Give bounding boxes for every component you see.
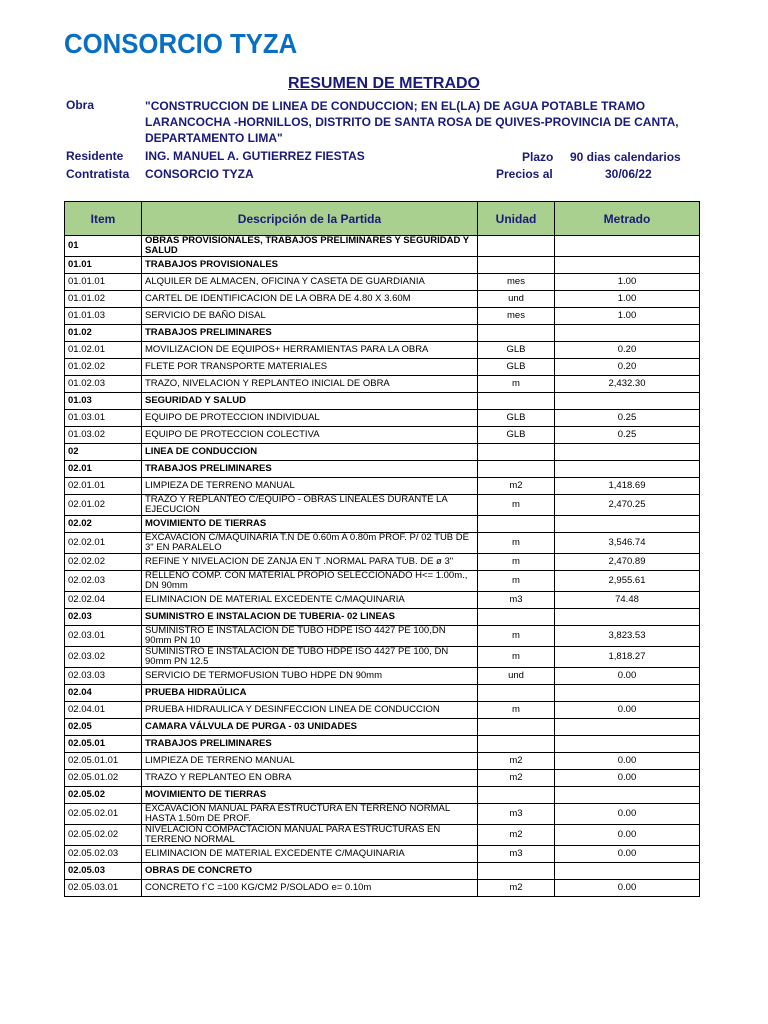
table-row	[65, 609, 700, 626]
table-row	[65, 825, 700, 846]
unit-cell	[478, 393, 555, 410]
table-row	[65, 736, 700, 753]
metrado-cell	[555, 393, 700, 410]
unit-cell: m	[478, 571, 555, 592]
description-cell: LIMPIEZA DE TERRENO MANUAL	[142, 478, 478, 495]
table-row	[65, 325, 700, 342]
item-cell: 02.03.01	[65, 626, 142, 647]
metrado-cell: 1.00	[555, 291, 700, 308]
item-cell: 02.05.03	[65, 863, 142, 880]
metrado-cell: 0.00	[555, 846, 700, 863]
column-header-unidad: Unidad	[478, 202, 555, 236]
description-cell: SUMINISTRO E INSTALACION DE TUBERIA- 02 LINEAS	[142, 609, 478, 626]
precios-value: 30/06/22	[605, 167, 652, 181]
metrado-cell	[555, 719, 700, 736]
item-cell: 02.05	[65, 719, 142, 736]
metrado-cell: 0.00	[555, 825, 700, 846]
unit-cell	[478, 461, 555, 478]
item-cell: 01.01.03	[65, 308, 142, 325]
metrado-cell: 1.00	[555, 308, 700, 325]
item-cell: 01	[65, 236, 142, 257]
description-cell: SUMINISTRO E INSTALACION DE TUBO HDPE ISO 4427 PE 100,DN 90mm PN 10	[142, 626, 478, 647]
table-row	[65, 554, 700, 571]
column-header-descripcion: Descripción de la Partida	[142, 202, 478, 236]
unit-cell: und	[478, 291, 555, 308]
description-cell: LIMPIEZA DE TERRENO MANUAL	[142, 753, 478, 770]
description-cell: EXCAVACION MANUAL PARA ESTRUCTURA EN TERRENO NORMAL HASTA 1.50m DE PROF.	[142, 804, 478, 825]
table-row	[65, 427, 700, 444]
metrado-cell	[555, 685, 700, 702]
table-row	[65, 787, 700, 804]
unit-cell: m3	[478, 846, 555, 863]
unit-cell: m	[478, 702, 555, 719]
description-cell: TRAZO Y REPLANTEO EN OBRA	[142, 770, 478, 787]
item-cell: 02.05.02.03	[65, 846, 142, 863]
item-cell: 02.05.01.02	[65, 770, 142, 787]
description-cell: PRUEBA HIDRAÚLICA	[142, 685, 478, 702]
item-cell: 01.01	[65, 257, 142, 274]
unit-cell: m	[478, 626, 555, 647]
item-cell: 01.03.01	[65, 410, 142, 427]
metrado-cell: 0.00	[555, 770, 700, 787]
plazo-value: 90 dias calendarios	[570, 150, 681, 164]
item-cell: 01.02.03	[65, 376, 142, 393]
description-cell: TRABAJOS PRELIMINARES	[142, 325, 478, 342]
item-cell: 02.05.03.01	[65, 880, 142, 897]
table-row	[65, 393, 700, 410]
table-row	[65, 647, 700, 668]
description-cell: OBRAS PROVISIONALES, TRABAJOS PRELIMINARES Y SEGURIDAD Y SALUD	[142, 236, 478, 257]
metrado-cell	[555, 444, 700, 461]
description-cell: TRAZO, NIVELACION Y REPLANTEO INICIAL DE OBRA	[142, 376, 478, 393]
unit-cell: m	[478, 376, 555, 393]
unit-cell: m	[478, 495, 555, 516]
table-row	[65, 804, 700, 825]
description-cell: SUMINISTRO E INSTALACION DE TUBO HDPE ISO 4427 PE 100, DN 90mm PN 12.5	[142, 647, 478, 668]
unit-cell: mes	[478, 274, 555, 291]
table-row	[65, 533, 700, 554]
unit-cell	[478, 325, 555, 342]
item-cell: 02.01	[65, 461, 142, 478]
unit-cell: und	[478, 668, 555, 685]
obra-value: "CONSTRUCCION DE LINEA DE CONDUCCION; EN EL(LA) DE AGUA POTABLE TRAMO LARANCOCHA -HORNILLOS, DISTRITO DE SANTA ROSA DE QUIVES-PROVINCIA DE CANTA, DEPARTAMENTO LIMA"	[145, 99, 679, 145]
item-cell: 01.02.01	[65, 342, 142, 359]
item-cell: 02.04.01	[65, 702, 142, 719]
unit-cell	[478, 609, 555, 626]
metrado-cell	[555, 736, 700, 753]
item-cell: 02	[65, 444, 142, 461]
table-row	[65, 274, 700, 291]
contratista-label: Contratista	[66, 167, 130, 181]
obra-label: Obra	[66, 98, 95, 112]
table-row	[65, 516, 700, 533]
unit-cell: m3	[478, 592, 555, 609]
metrado-cell: 2,470.25	[555, 495, 700, 516]
metrado-cell: 3,546.74	[555, 533, 700, 554]
metrado-cell: 0.20	[555, 342, 700, 359]
table-row	[65, 257, 700, 274]
metrado-cell: 2,432.30	[555, 376, 700, 393]
item-cell: 02.02	[65, 516, 142, 533]
company-name: CONSORCIO TYZA	[64, 28, 298, 59]
residente-label: Residente	[66, 149, 124, 163]
metrado-cell: 0.00	[555, 880, 700, 897]
table-row	[65, 685, 700, 702]
description-cell: LINEA DE CONDUCCION	[142, 444, 478, 461]
description-cell: EXCAVACION C/MAQUINARIA T.N DE 0.60m A 0.80m PROF. P/ 02 TUB DE 3" EN PARALELO	[142, 533, 478, 554]
column-header-item: Item	[65, 202, 142, 236]
description-cell: ELIMINACION DE MATERIAL EXCEDENTE C/MAQUINARIA	[142, 592, 478, 609]
item-cell: 01.02.02	[65, 359, 142, 376]
description-cell: ALQUILER DE ALMACEN, OFICINA Y CASETA DE GUARDIANIA	[142, 274, 478, 291]
table-row	[65, 308, 700, 325]
table-row	[65, 702, 700, 719]
item-cell: 02.03.02	[65, 647, 142, 668]
table-row	[65, 359, 700, 376]
item-cell: 02.03	[65, 609, 142, 626]
table-row	[65, 571, 700, 592]
unit-cell: m2	[478, 825, 555, 846]
table-row	[65, 719, 700, 736]
unit-cell: m3	[478, 804, 555, 825]
description-cell: SEGURIDAD Y SALUD	[142, 393, 478, 410]
metrado-cell: 0.20	[555, 359, 700, 376]
table-row	[65, 461, 700, 478]
unit-cell: m2	[478, 753, 555, 770]
metrado-cell	[555, 863, 700, 880]
unit-cell: m2	[478, 880, 555, 897]
unit-cell: GLB	[478, 427, 555, 444]
item-cell: 02.02.04	[65, 592, 142, 609]
precios-label: Precios al	[496, 167, 553, 181]
table-row	[65, 592, 700, 609]
description-cell: EQUIPO DE PROTECCION COLECTIVA	[142, 427, 478, 444]
description-cell: SERVICIO DE BAÑO DISAL	[142, 308, 478, 325]
table-row	[65, 478, 700, 495]
table-row	[65, 444, 700, 461]
table-row	[65, 236, 700, 257]
metrado-cell	[555, 516, 700, 533]
table-row	[65, 410, 700, 427]
item-cell: 01.03	[65, 393, 142, 410]
description-cell: TRABAJOS PROVISIONALES	[142, 257, 478, 274]
metrado-cell	[555, 609, 700, 626]
report-title: RESUMEN DE METRADO	[287, 75, 480, 92]
unit-cell	[478, 236, 555, 257]
description-cell: CONCRETO f`C =100 KG/CM2 P/SOLADO e= 0.10m	[142, 880, 478, 897]
table-row	[65, 880, 700, 897]
description-cell: TRABAJOS PRELIMINARES	[142, 461, 478, 478]
table-row	[65, 376, 700, 393]
metrado-cell: 1,818.27	[555, 647, 700, 668]
table-row	[65, 626, 700, 647]
description-cell: TRABAJOS PRELIMINARES	[142, 736, 478, 753]
description-cell: FLETE POR TRANSPORTE MATERIALES	[142, 359, 478, 376]
item-cell: 02.01.01	[65, 478, 142, 495]
unit-cell: GLB	[478, 359, 555, 376]
metrado-cell: 0.00	[555, 702, 700, 719]
contratista-value: CONSORCIO TYZA	[145, 167, 254, 181]
table-row	[65, 753, 700, 770]
item-cell: 01.02	[65, 325, 142, 342]
description-cell: CAMARA VÁLVULA DE PURGA - 03 UNIDADES	[142, 719, 478, 736]
description-cell: ELIMINACION DE MATERIAL EXCEDENTE C/MAQUINARIA	[142, 846, 478, 863]
metrado-cell: 74.48	[555, 592, 700, 609]
metrado-cell	[555, 236, 700, 257]
metrado-cell: 3,823.53	[555, 626, 700, 647]
table-header-row	[65, 202, 700, 236]
table-row	[65, 770, 700, 787]
unit-cell: m	[478, 554, 555, 571]
metrado-cell: 2,470.89	[555, 554, 700, 571]
unit-cell: GLB	[478, 342, 555, 359]
unit-cell: mes	[478, 308, 555, 325]
unit-cell: m2	[478, 478, 555, 495]
description-cell: MOVIMIENTO DE TIERRAS	[142, 516, 478, 533]
unit-cell: GLB	[478, 410, 555, 427]
item-cell: 01.03.02	[65, 427, 142, 444]
metrado-cell: 1,418.69	[555, 478, 700, 495]
metrado-cell: 0.25	[555, 427, 700, 444]
description-cell: SERVICIO DE TERMOFUSION TUBO HDPE DN 90mm	[142, 668, 478, 685]
item-cell: 02.05.02.02	[65, 825, 142, 846]
description-cell: NIVELACION COMPACTACION MANUAL PARA ESTRUCTURAS EN TERRENO NORMAL	[142, 825, 478, 846]
metrado-cell: 2,955.61	[555, 571, 700, 592]
description-cell: OBRAS DE CONCRETO	[142, 863, 478, 880]
unit-cell	[478, 736, 555, 753]
description-cell: REFINE Y NIVELACION DE ZANJA EN T .NORMAL PARA TUB. DE ø 3"	[142, 554, 478, 571]
metrado-cell: 1.00	[555, 274, 700, 291]
item-cell: 02.05.01	[65, 736, 142, 753]
unit-cell	[478, 444, 555, 461]
metrado-cell: 0.00	[555, 804, 700, 825]
metrado-cell: 0.25	[555, 410, 700, 427]
plazo-label: Plazo	[522, 150, 554, 164]
description-cell: RELLENO COMP. CON MATERIAL PROPIO SELECCIONADO H<= 1.00m., DN 90mm	[142, 571, 478, 592]
metrado-table	[64, 201, 700, 897]
metrado-cell	[555, 257, 700, 274]
metrado-cell: 0.00	[555, 668, 700, 685]
unit-cell	[478, 863, 555, 880]
table-row	[65, 342, 700, 359]
metrado-cell: 0.00	[555, 753, 700, 770]
item-cell: 01.01.02	[65, 291, 142, 308]
unit-cell	[478, 516, 555, 533]
item-cell: 02.02.01	[65, 533, 142, 554]
table-row	[65, 863, 700, 880]
column-header-metrado: Metrado	[555, 202, 700, 236]
item-cell: 02.03.03	[65, 668, 142, 685]
item-cell: 02.02.02	[65, 554, 142, 571]
item-cell: 02.05.02	[65, 787, 142, 804]
item-cell: 02.02.03	[65, 571, 142, 592]
unit-cell	[478, 719, 555, 736]
item-cell: 02.05.01.01	[65, 753, 142, 770]
description-cell: MOVIMIENTO DE TIERRAS	[142, 787, 478, 804]
description-cell: MOVILIZACION DE EQUIPOS+ HERRAMIENTAS PARA LA OBRA	[142, 342, 478, 359]
item-cell: 02.05.02.01	[65, 804, 142, 825]
table-row	[65, 495, 700, 516]
description-cell: PRUEBA HIDRAULICA Y DESINFECCION LINEA DE CONDUCCION	[142, 702, 478, 719]
item-cell: 02.04	[65, 685, 142, 702]
metrado-cell	[555, 461, 700, 478]
item-cell: 02.01.02	[65, 495, 142, 516]
metrado-cell	[555, 787, 700, 804]
unit-cell	[478, 257, 555, 274]
item-cell: 01.01.01	[65, 274, 142, 291]
unit-cell: m	[478, 647, 555, 668]
table-row	[65, 846, 700, 863]
description-cell: TRAZO Y REPLANTEO C/EQUIPO - OBRAS LINEALES DURANTE LA EJECUCION	[142, 495, 478, 516]
unit-cell: m	[478, 533, 555, 554]
description-cell: EQUIPO DE PROTECCION INDIVIDUAL	[142, 410, 478, 427]
metrado-cell	[555, 325, 700, 342]
unit-cell: m2	[478, 770, 555, 787]
description-cell: CARTEL DE IDENTIFICACION DE LA OBRA DE 4.80 X 3.60M	[142, 291, 478, 308]
table-row	[65, 668, 700, 685]
residente-value: ING. MANUEL A. GUTIERREZ FIESTAS	[145, 149, 365, 163]
table-row	[65, 291, 700, 308]
unit-cell	[478, 685, 555, 702]
unit-cell	[478, 787, 555, 804]
